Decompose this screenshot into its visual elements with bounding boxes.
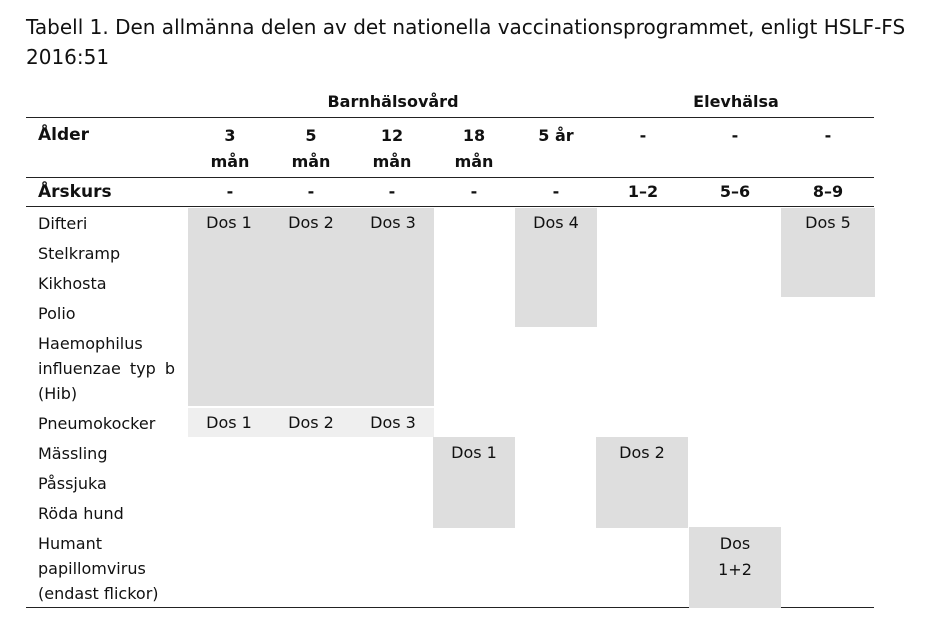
age-col-6: -: [639, 126, 647, 145]
dose-pneumo-3man: Dos 1: [206, 413, 252, 432]
row-label-roda-hund: Röda hund: [38, 504, 124, 523]
dose-dtp-8-9: Dos 5: [805, 213, 851, 232]
dose-dtp-3man: Dos 1: [206, 213, 252, 232]
row-label-pneumokocker: Pneumokocker: [38, 414, 156, 433]
row-label-hpv: Humant papillomvirus (endast flickor): [38, 534, 159, 603]
shade-dtp-infant: [188, 208, 434, 406]
row-label-hib: Haemophilus influenzae typ b (Hib): [38, 334, 176, 403]
rule-after-arskurs: [26, 206, 874, 207]
table-caption: [26, 12, 926, 72]
group-header-barnhalsovard: Barnhälsovård: [327, 92, 459, 111]
row-label-stelkramp: Stelkramp: [38, 244, 121, 263]
grade-col-4: -: [470, 182, 478, 201]
dose-mpr-1-2: Dos 2: [619, 443, 665, 462]
grade-col-6: 1–2: [627, 182, 659, 201]
age-col-8: -: [824, 126, 832, 145]
dose-dtp-5ar: Dos 4: [533, 213, 579, 232]
row-label-difteri: Difteri: [38, 214, 88, 233]
age-col-4: 18 mån: [454, 126, 494, 171]
group-header-elevhalsa: Elevhälsa: [693, 92, 779, 111]
dose-mpr-18man: Dos 1: [451, 443, 497, 462]
label-arskurs: Årskurs: [38, 182, 112, 202]
row-label-kikhosta: Kikhosta: [38, 274, 107, 293]
age-col-5: 5 år: [538, 126, 574, 145]
grade-col-1: -: [226, 182, 234, 201]
dose-dtp-12man: Dos 3: [370, 213, 416, 232]
row-label-massling: Mässling: [38, 444, 108, 463]
grade-col-2: -: [307, 182, 315, 201]
dose-pneumo-5man: Dos 2: [288, 413, 334, 432]
rule-after-alder: [26, 177, 874, 178]
grade-col-7: 5–6: [719, 182, 751, 201]
label-alder: Ålder: [38, 125, 90, 145]
age-col-1: 3 mån: [210, 126, 250, 171]
age-col-3: 12 mån: [372, 126, 412, 171]
row-label-passjuka: Påssjuka: [38, 474, 107, 493]
caption-line-1: Tabell 1. Den allmänna delen av det nationella vaccinationsprogrammet, enligt HSLF-FS: [26, 15, 906, 39]
grade-col-3: -: [388, 182, 396, 201]
caption-line-2: 2016:51: [26, 45, 110, 69]
grade-col-5: -: [552, 182, 560, 201]
grade-col-8: 8–9: [812, 182, 844, 201]
dose-pneumo-12man: Dos 3: [370, 413, 416, 432]
dose-hpv-5-6: Dos 1+2: [718, 534, 752, 579]
age-col-7: -: [731, 126, 739, 145]
rule-top: [26, 117, 874, 118]
dose-dtp-5man: Dos 2: [288, 213, 334, 232]
age-col-2: 5 mån: [291, 126, 331, 171]
row-label-polio: Polio: [38, 304, 76, 323]
